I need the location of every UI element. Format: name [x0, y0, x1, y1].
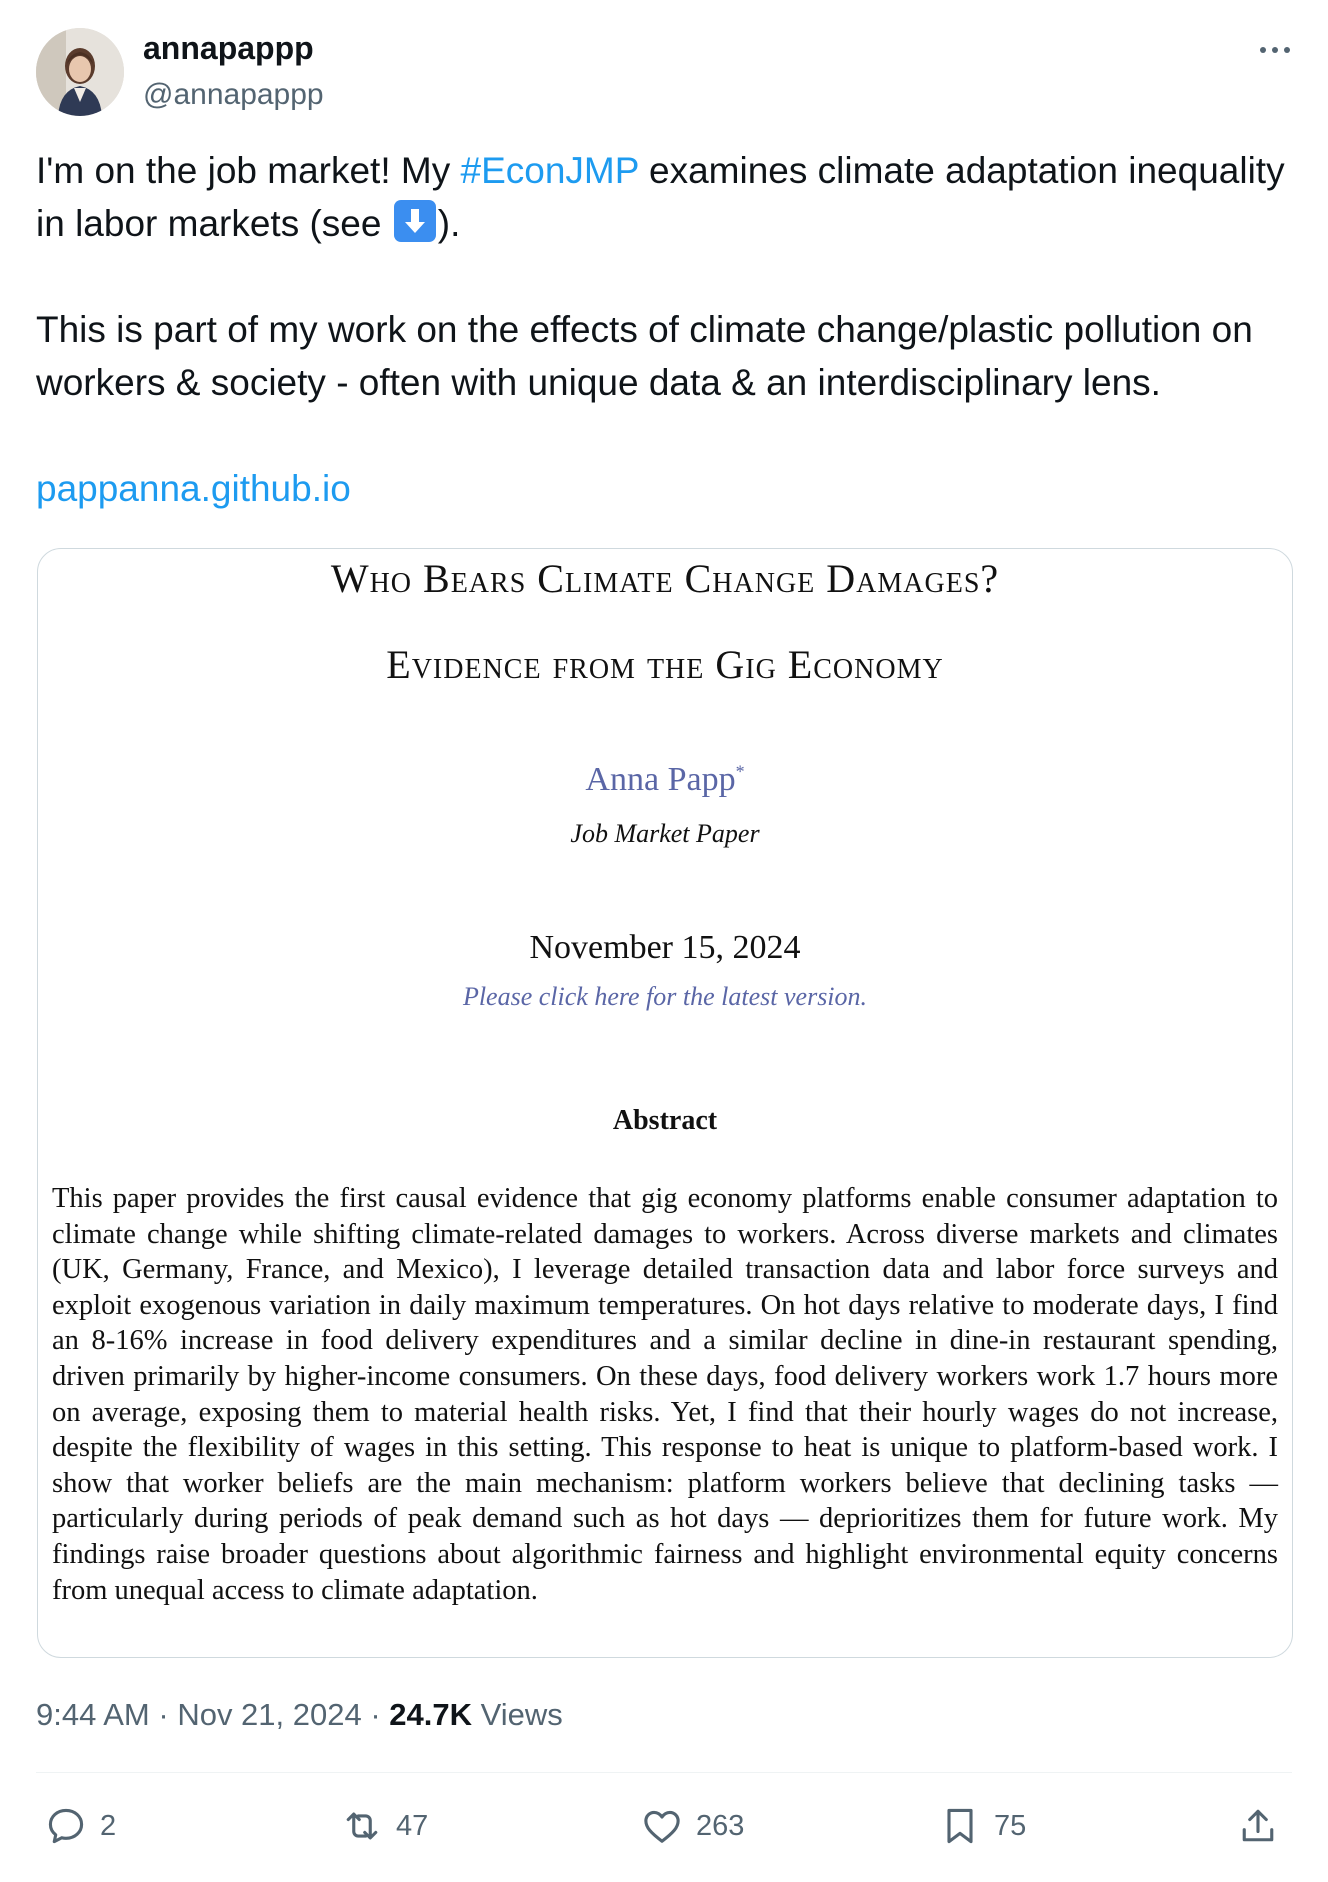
paper-author-name: Anna Papp [585, 761, 736, 798]
website-link[interactable]: pappanna.github.io [36, 468, 351, 509]
bookmark-button[interactable] [938, 1800, 1026, 1852]
more-icon-dot [1284, 47, 1290, 53]
divider [36, 1772, 1292, 1773]
tweet-paragraph-3 [36, 462, 1296, 515]
bookmark-icon [938, 1804, 982, 1848]
views-label: Views [472, 1697, 563, 1732]
paragraph-gap [36, 409, 1296, 462]
paper-image-card[interactable] [37, 548, 1293, 1658]
paper-type: Job Market Paper [570, 819, 760, 848]
repost-button[interactable] [340, 1800, 428, 1852]
paragraph-gap [36, 250, 1296, 303]
abstract-text: This paper provides the first causal evidence that gig economy platforms enable consumer adaptation to climate change while shifting climate-related damages to workers. Across diverse markets and climates (UK, Germany, France, and Mexico), I leverage detailed transaction data and labor force surveys and exploit exogenous variation in daily maximum temperatures. On hot days relative to moderate days, I find an 8-16% increase in food delivery expenditures and a similar decline in dine-in restaurant spending, driven primarily by higher-income consumers. On these days, food delivery workers work 1.7 hours more on average, exposing them to material health risks. Yet, I find that their hourly wages do not increase, despite the flexibility of wages in this setting. This response to heat is unique to platform-based work. I show that worker beliefs are the main mechanism: platform workers believe that declining tasks — particularly during periods of peak demand such as hot days — deprioritizes them for future work. My findings raise broader questions about algorithmic fairness and highlight environmental equity concerns from unequal access to climate adaptation. [52, 1183, 1278, 1606]
reply-icon [44, 1804, 88, 1848]
down-arrow-emoji-icon [394, 200, 436, 242]
more-icon [1260, 47, 1266, 53]
more-options-button[interactable] [1253, 32, 1297, 68]
tweet-text-segment: I'm on the job market! My [36, 150, 461, 191]
bookmark-count: 75 [994, 1809, 1027, 1842]
tweet-meta [36, 1697, 563, 1733]
paper-date: November 15, 2024 [529, 929, 801, 966]
paper-title-line-1: Who Bears Climate Change Damages? [330, 556, 1000, 601]
paper-author [38, 761, 1292, 799]
reply-count: 2 [100, 1809, 117, 1842]
hashtag-link[interactable]: #EconJMP [460, 150, 639, 191]
tweet-text-segment: ). [437, 203, 461, 244]
share-button[interactable] [1236, 1800, 1280, 1852]
reply-button[interactable] [44, 1800, 116, 1852]
meta-separator: · [361, 1697, 390, 1732]
paper-title-line-2: Evidence from the Gig Economy [386, 642, 944, 687]
user-handle[interactable]: @annapappp [143, 78, 324, 111]
abstract-heading: Abstract [612, 1105, 718, 1136]
more-icon-dot [1272, 47, 1278, 53]
tweet-text [36, 144, 1296, 515]
meta-separator: · [149, 1697, 178, 1732]
tweet-text-segment: examines climate adaptation inequality in labor markets (see [36, 150, 1285, 244]
like-count: 263 [696, 1809, 745, 1842]
avatar-image [36, 28, 124, 116]
repost-count: 47 [396, 1809, 429, 1842]
like-button[interactable] [640, 1800, 744, 1852]
latest-version-link: Please click here for the latest version. [462, 982, 868, 1011]
like-icon [640, 1804, 684, 1848]
views-count: 24.7K [389, 1697, 473, 1732]
tweet-date[interactable]: Nov 21, 2024 [177, 1697, 362, 1732]
tweet-paragraph-2: This is part of my work on the effects of climate change/plastic pollution on workers & society - often with unique data & an interdisciplinary lens. [36, 309, 1253, 403]
tweet-time[interactable]: 9:44 AM [36, 1697, 150, 1732]
paper-author-footnote-mark: * [735, 761, 745, 782]
share-icon [1236, 1804, 1280, 1848]
avatar[interactable] [36, 28, 124, 116]
display-name[interactable]: annapappp [143, 30, 314, 66]
tweet-paragraph-1 [36, 144, 1296, 250]
repost-icon [340, 1804, 384, 1848]
